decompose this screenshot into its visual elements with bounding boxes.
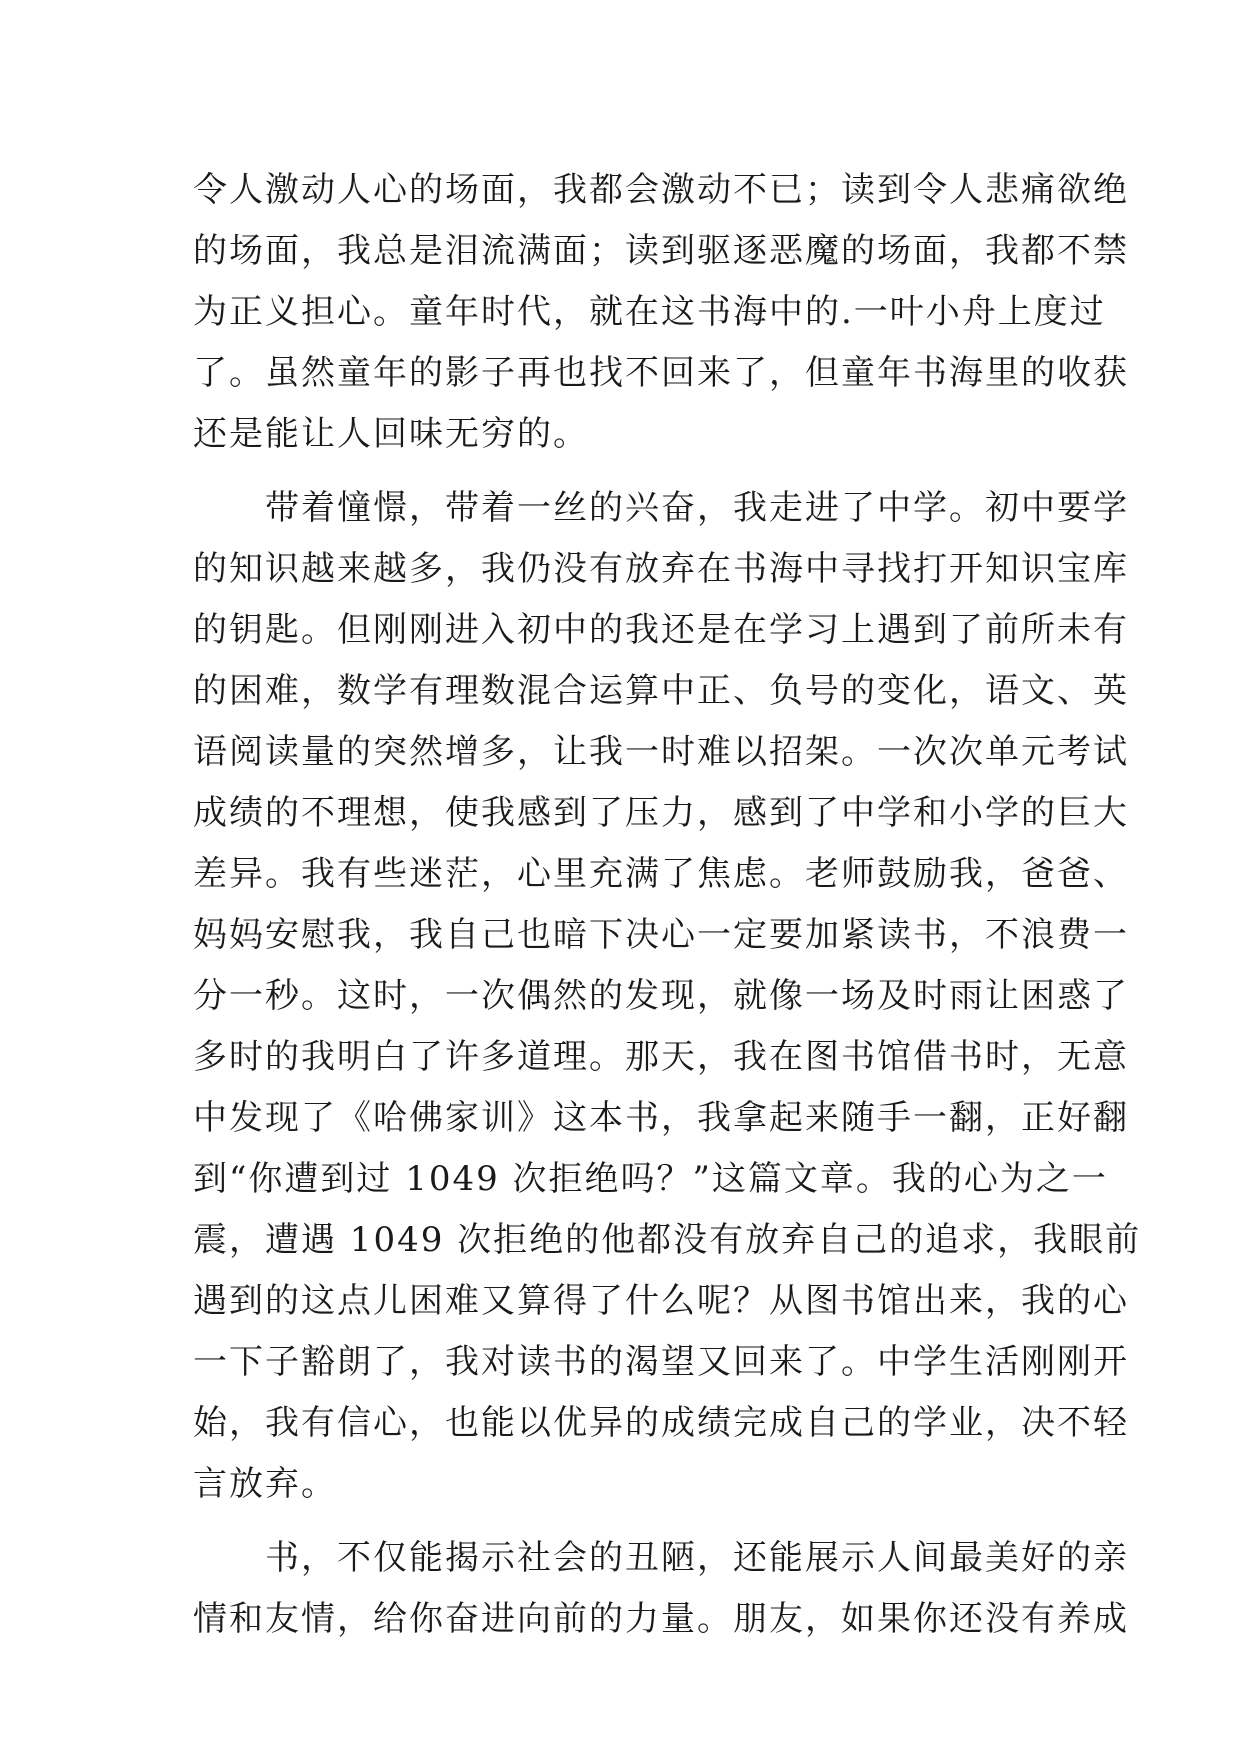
paragraph-spacer	[193, 1515, 1073, 1528]
text-line: 的困难，数学有理数混合运算中正、负号的变化，语文、英	[193, 671, 1129, 711]
text-line: 分一秒。这时，一次偶然的发现，就像一场及时雨让困惑了	[193, 976, 1129, 1016]
text-line: 差异。我有些迷茫，心里充满了焦虑。老师鼓励我，爸爸、	[193, 854, 1129, 894]
text-line: 中发现了《哈佛家训》这本书，我拿起来随手一翻，正好翻	[193, 1098, 1129, 1138]
text-line: 令人激动人心的场面，我都会激动不已；读到令人悲痛欲绝	[193, 170, 1129, 210]
text-line: 遇到的这点儿困难又算得了什么呢？从图书馆出来，我的心	[193, 1281, 1129, 1321]
text-line: 为正义担心。童年时代，就在这书海中的.一叶小舟上度过	[193, 292, 1106, 332]
text-line: 一下子豁朗了，我对读书的渴望又回来了。中学生活刚刚开	[193, 1342, 1129, 1382]
text-line: 情和友情，给你奋进向前的力量。朋友，如果你还没有养成	[193, 1599, 1129, 1639]
text-line: 还是能让人回味无穷的。	[193, 414, 589, 454]
text-line: 始，我有信心，也能以优异的成绩完成自己的学业，决不轻	[193, 1403, 1129, 1443]
text-line: 的钥匙。但刚刚进入初中的我还是在学习上遇到了前所未有	[193, 610, 1129, 650]
paragraph-2	[193, 478, 1142, 1515]
text-line: 妈妈安慰我，我自己也暗下决心一定要加紧读书，不浪费一	[193, 915, 1129, 955]
text-line: 语阅读量的突然增多，让我一时难以招架。一次次单元考试	[193, 732, 1129, 772]
text-line: 震，遭遇 1049 次拒绝的他都没有放弃自己的追求，我眼前	[193, 1220, 1142, 1260]
text-line: 的知识越来越多，我仍没有放弃在书海中寻找打开知识宝库	[193, 549, 1129, 589]
paragraph-3	[193, 1528, 1129, 1650]
text-line: 书，不仅能揭示社会的丑陋，还能展示人间最美好的亲	[193, 1538, 1129, 1578]
document-body	[193, 160, 1142, 1650]
paragraph-1	[193, 160, 1129, 465]
text-line: 多时的我明白了许多道理。那天，我在图书馆借书时，无意	[193, 1037, 1129, 1077]
text-line: 言放弃。	[193, 1464, 337, 1504]
text-line: 带着憧憬，带着一丝的兴奋，我走进了中学。初中要学	[193, 488, 1129, 528]
text-line: 了。虽然童年的影子再也找不回来了，但童年书海里的收获	[193, 353, 1129, 393]
text-line: 成绩的不理想，使我感到了压力，感到了中学和小学的巨大	[193, 793, 1129, 833]
text-line: 到“你遭到过 1049 次拒绝吗？”这篇文章。我的心为之一	[193, 1159, 1108, 1199]
text-line: 的场面，我总是泪流满面；读到驱逐恶魔的场面，我都不禁	[193, 231, 1129, 271]
paragraph-spacer	[193, 465, 1073, 478]
